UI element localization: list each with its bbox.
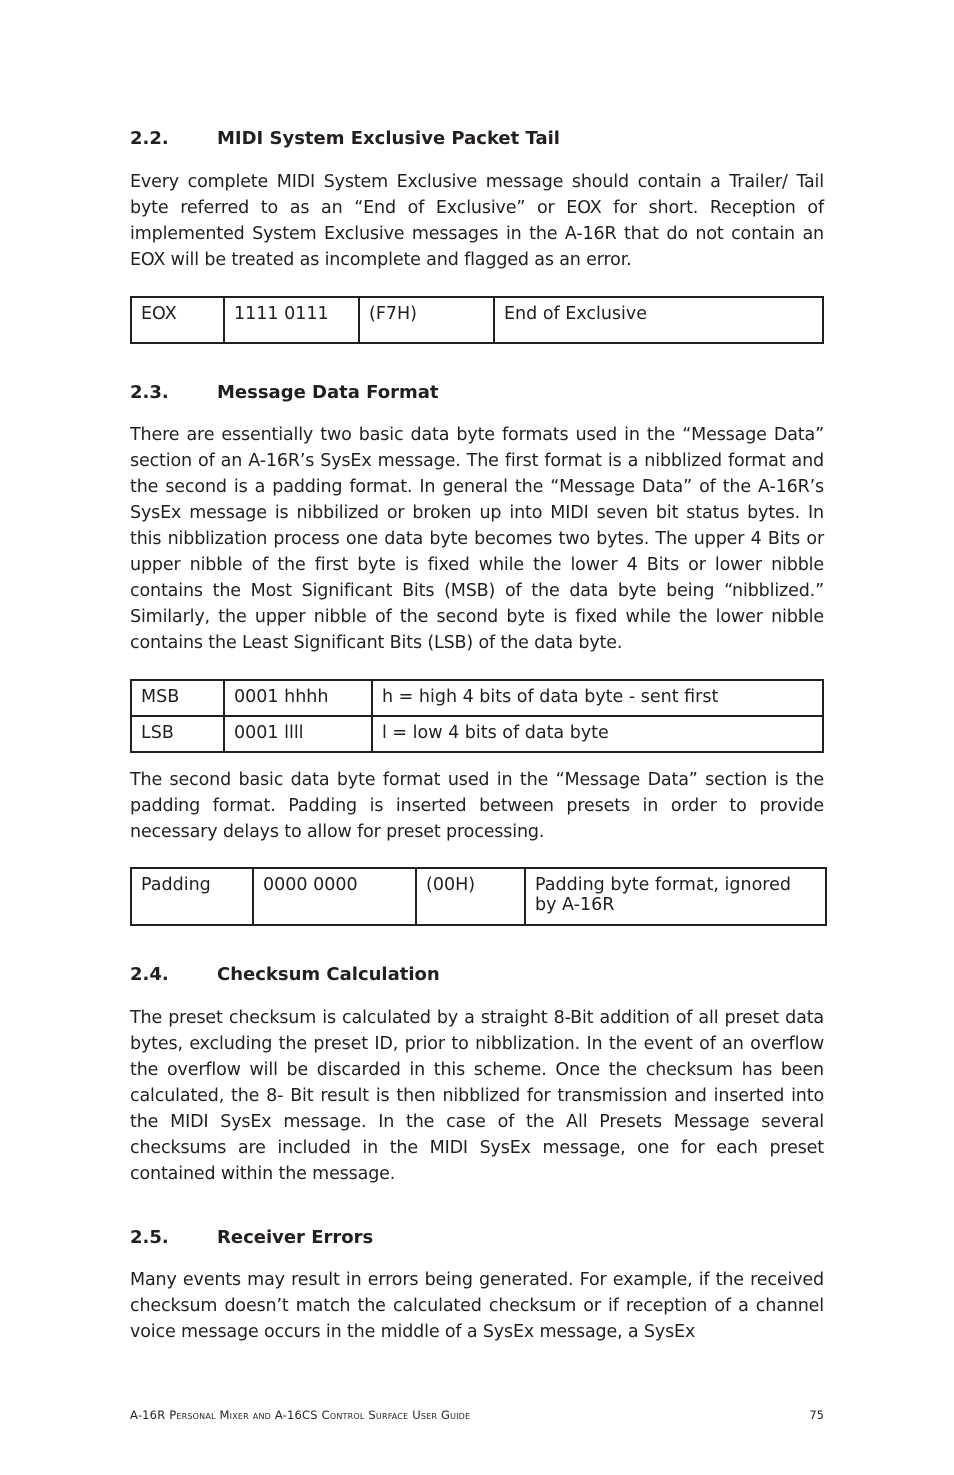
table-cell: 0001 hhhh: [224, 680, 372, 716]
table-cell: 1111 0111: [224, 297, 359, 343]
paragraph-data-format: There are essentially two basic data byte formats used in the “Message Data” section of an A-16R’s SysEx message. The first format is a nibblized format and the second is a padding format. In general the “Message Data” of the A-16R’s SysEx message is nibbilized or broken up into MIDI seven bit status bytes. In this nibblization process one data byte becomes two bytes. The upper 4 Bits or upper nibble of the first byte is fixed while the lower 4 Bits or lower nibble contains the Most Significant Bits (MSB) of the data byte being “nibblized.” Similarly, the upper nibble of the second byte is fixed while the lower nibble contains the Least Significant Bits (LSB) of the data byte.: [130, 425, 824, 654]
table-cell: LSB: [131, 716, 224, 752]
paragraph-padding: The second basic data byte format used in the “Message Data” section is the padding format. Padding is inserted between presets in order to provide necessary delays to allow for preset processing.: [130, 770, 824, 843]
table-cell: 0000 0000: [253, 868, 416, 925]
section-heading-2-3: [130, 382, 824, 404]
paragraph-packet-tail: Every complete MIDI System Exclusive message should contain a Trailer/ Tail byte referred to as an “End of Exclusive” or EOX for short. Reception of implemented System Exclusive messages in the A-16R that do not contain an EOX will be treated as incomplete and flagged as an error.: [130, 171, 824, 270]
eox-table: [130, 296, 824, 344]
table-row: [131, 680, 823, 716]
table-cell: l = low 4 bits of data byte: [372, 716, 823, 752]
section-heading-2-2: [130, 128, 824, 150]
paragraph-receiver-errors: Many events may result in errors being generated. For example, if the received checksum doesn’t match the calculated checksum or if reception of a channel voice message occurs in the middle of a SysEx message, a SysEx: [130, 1270, 824, 1343]
table-cell: MSB: [131, 680, 224, 716]
table-cell: EOX: [131, 297, 224, 343]
table-cell: (00H): [416, 868, 525, 925]
table-cell: End of Exclusive: [494, 297, 823, 343]
padding-table: [130, 867, 827, 926]
nibble-table: [130, 679, 824, 753]
page-footer: [130, 1408, 824, 1422]
section-title: MIDI System Exclusive Packet Tail: [217, 128, 560, 149]
section-number: 2.5.: [130, 1226, 169, 1248]
table-cell: Padding: [131, 868, 253, 925]
table-cell: Padding byte format, ignored by A-16R: [525, 868, 826, 925]
section-heading-2-5: [130, 1227, 824, 1249]
footer-title: A-16R Personal Mixer and A-16CS Control Surface User Guide: [130, 1408, 471, 1422]
page-content: [130, 122, 824, 1345]
section-heading-2-4: [130, 964, 824, 986]
paragraph-checksum: The preset checksum is calculated by a straight 8-Bit addition of all preset data bytes, excluding the preset ID, prior to nibblization. In the event of an overflow the overflow will be discarded in this scheme. Once the checksum has been calculated, the 8- Bit result is then nibblized for transmission and inserted into the MIDI SysEx message. In the case of the All Presets Message several checksums are included in the MIDI SysEx message, one for each preset contained within the message.: [130, 1007, 824, 1184]
section-number: 2.4.: [130, 964, 169, 986]
section-number: 2.2.: [130, 128, 169, 149]
table-row: [131, 868, 826, 925]
section-number: 2.3.: [130, 381, 169, 403]
table-cell: (F7H): [359, 297, 494, 343]
table-cell: h = high 4 bits of data byte - sent first: [372, 680, 823, 716]
section-title: Message Data Format: [217, 381, 439, 403]
page-number: 75: [809, 1408, 824, 1422]
section-title: Checksum Calculation: [217, 964, 440, 986]
table-cell: 0001 llll: [224, 716, 372, 752]
table-row: [131, 297, 823, 343]
table-row: [131, 716, 823, 752]
section-title: Receiver Errors: [217, 1226, 374, 1248]
